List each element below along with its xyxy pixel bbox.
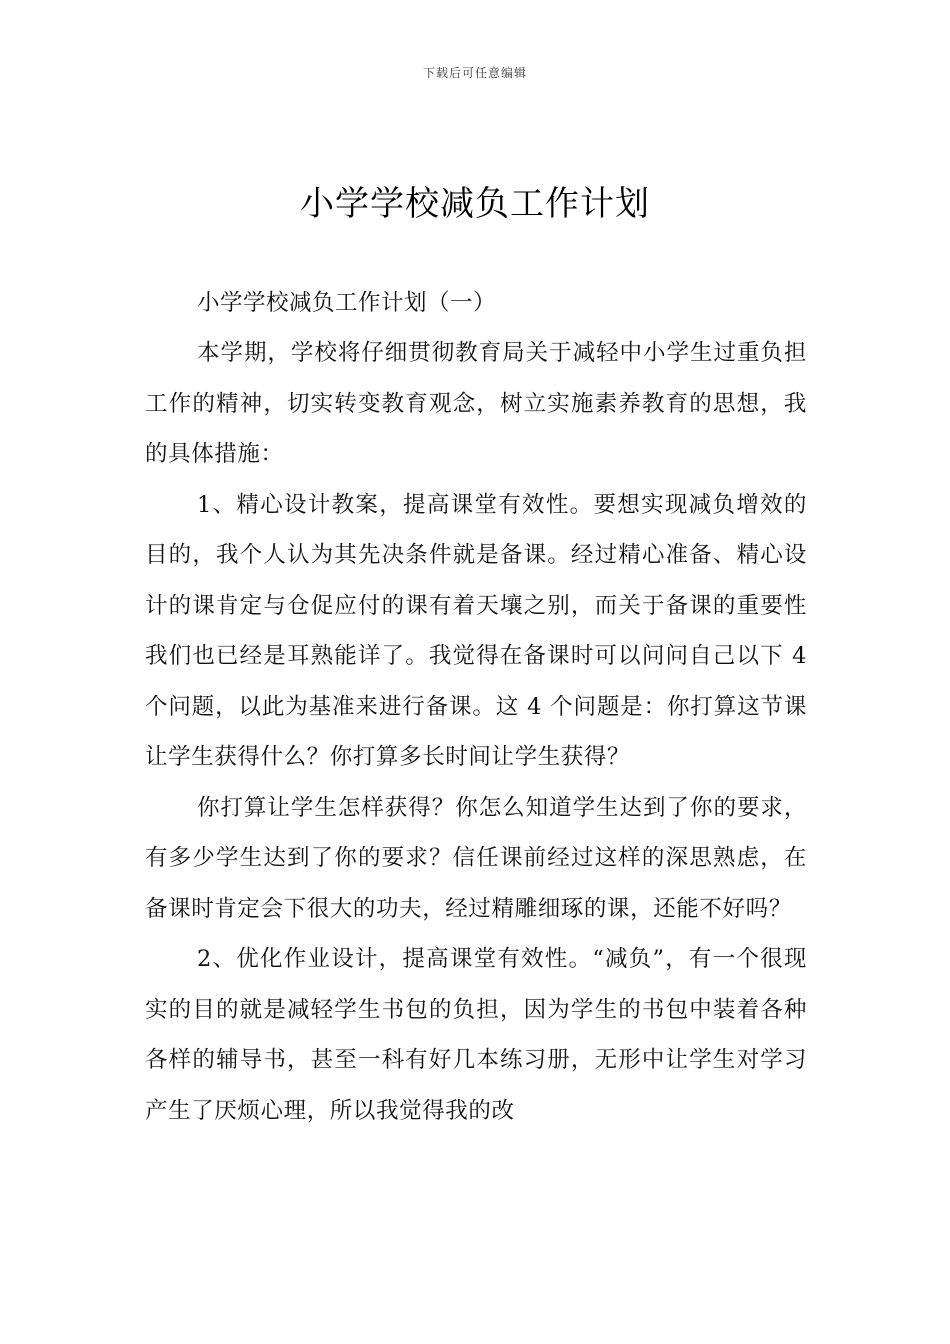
paragraph-point-2: 2、优化作业设计，提高课堂有效性。“减负”，有一个很现实的目的就是减轻学生书包的负担，因为学生的书包中装着各种各样的辅导书，甚至一科有好几本练习册，无形中让学生对学习产生了厌烦心理，所以我觉得我的改 xyxy=(145,946,807,1124)
document-title: 小学学校减负工作计划 xyxy=(300,184,650,224)
paragraph-point-1: 1、精心设计教案，提高课堂有效性。要想实现减负增效的目的，我个人认为其先决条件就是备课。经过精心准备、精心设计的课肯定与仓促应付的课有着天壤之别，而关于备课的重要性我们也已经是耳熟能详了。我觉得在备课时可以问问自己以下 4 个问题，以此为基准来进行备课。这 4 个问题是：你打算这节课让学生获得什么？你打算多长时间让学生获得？ xyxy=(145,491,807,770)
header-note: 下载后可任意编辑 xyxy=(422,66,527,80)
paragraph-intro: 本学期，学校将仔细贯彻教育局关于减轻中小学生过重负担工作的精神，切实转变教育观念，树立实施素养教育的思想，我的具体措施： xyxy=(145,340,807,467)
document-body xyxy=(145,278,807,1136)
section-subtitle: 小学学校减负工作计划（一） xyxy=(197,290,497,316)
paragraph-point-1-continued: 你打算让学生怎样获得？你怎么知道学生达到了你的要求，有多少学生达到了你的要求？信任课前经过这样的深思熟虑，在备课时肯定会下很大的功夫，经过精雕细琢的课，还能不好吗？ xyxy=(145,794,807,922)
